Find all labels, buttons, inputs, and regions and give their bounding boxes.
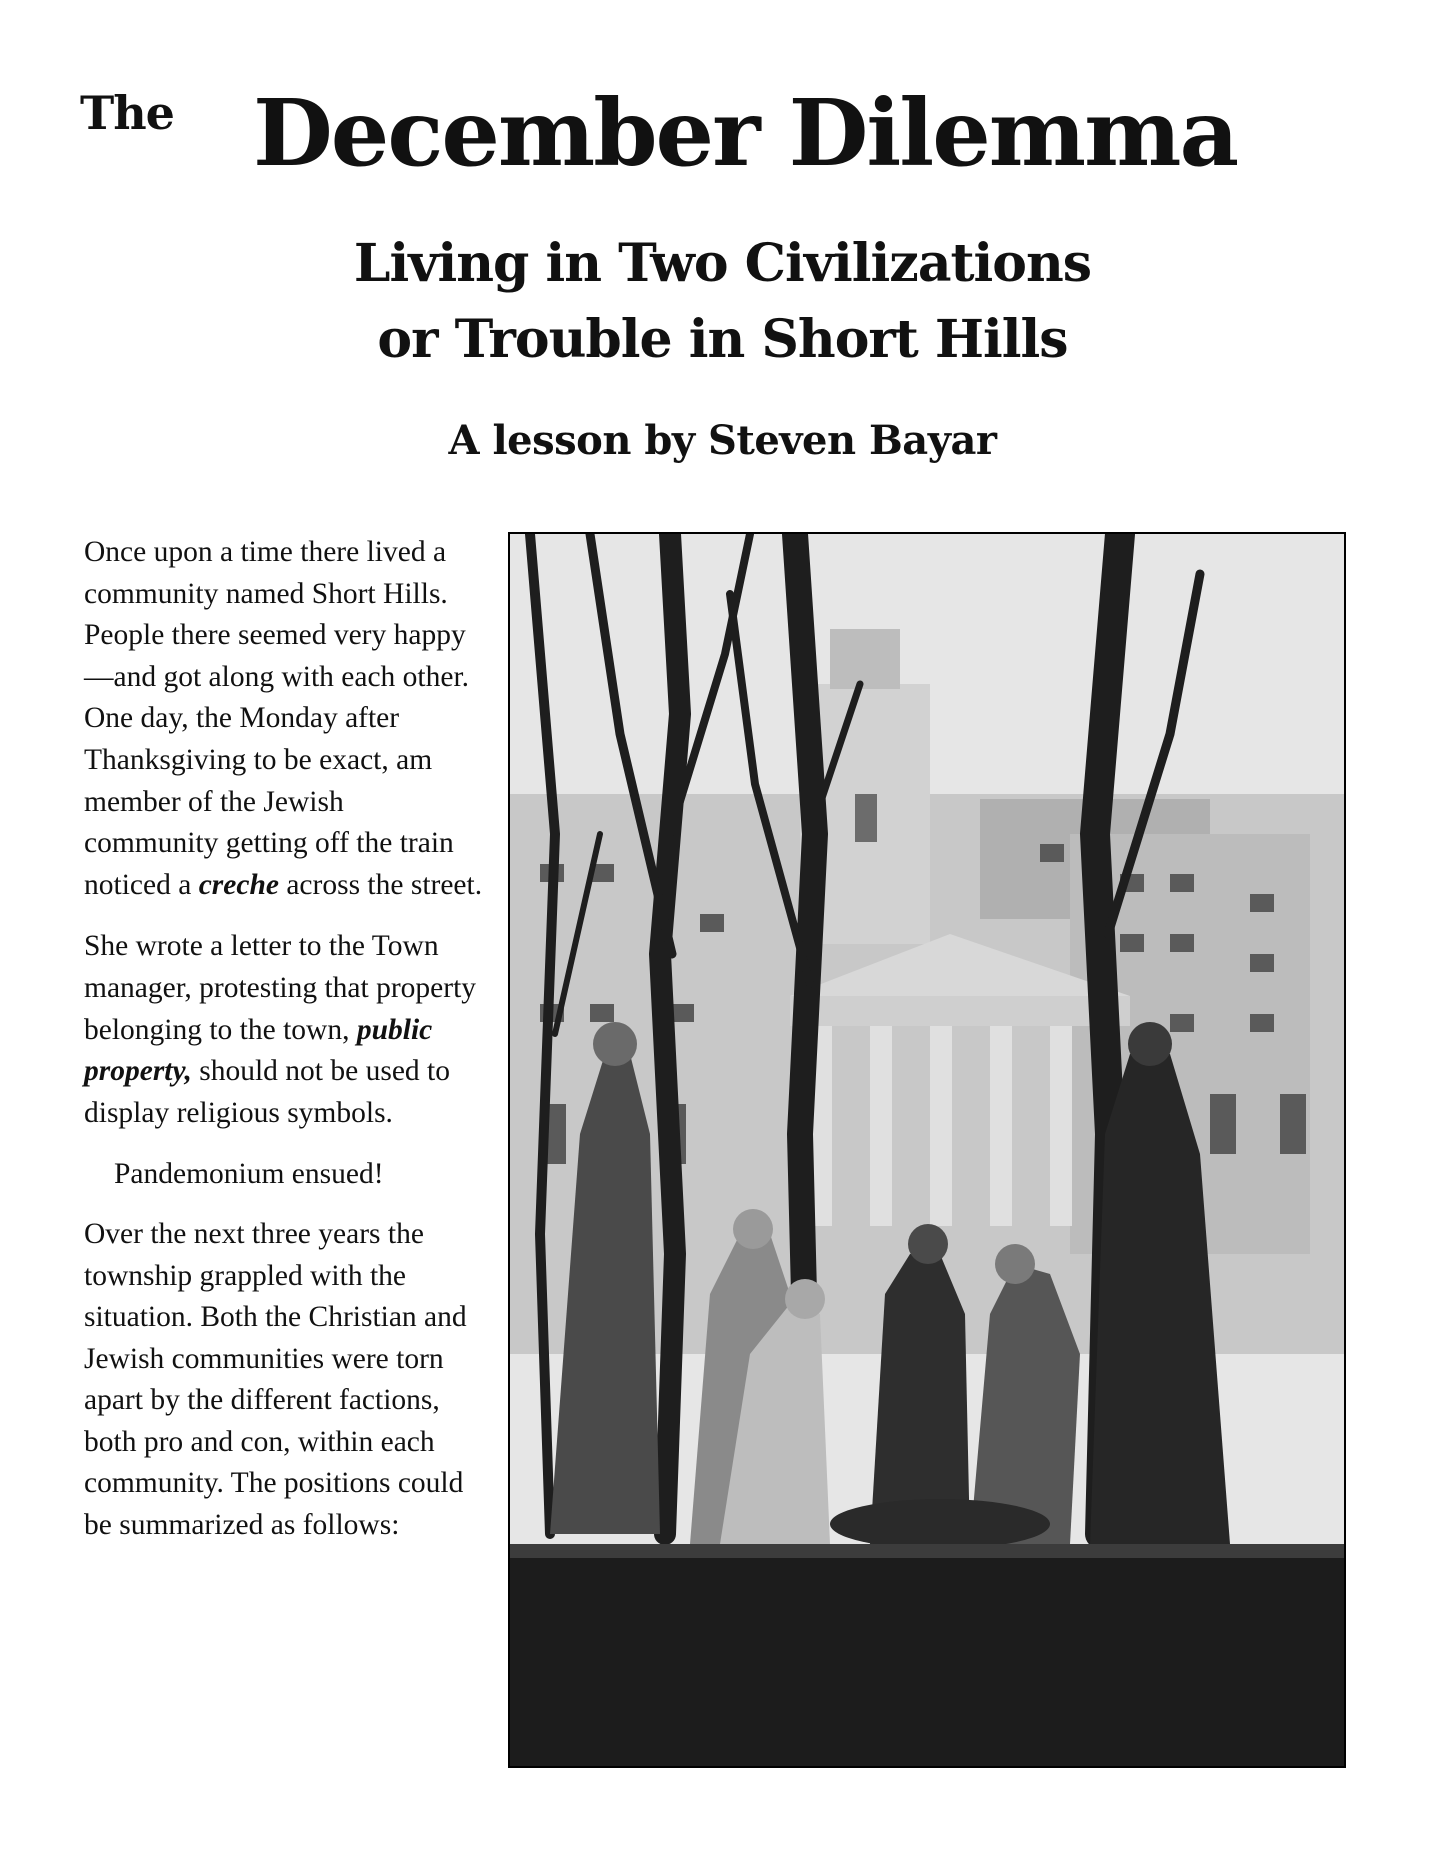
subtitle-line-1: Living in Two Civilizations — [353, 233, 1092, 294]
paragraph-1-text: Once upon a time there lived a community named Short Hills. People there seemed very happy—and got along with each other. One day, the Monday after Thanksgiving to be exact, am member of the Jewish community getting off the train noticed a — [84, 536, 470, 901]
page-title — [80, 78, 1380, 198]
nativity-scene-illustration — [510, 534, 1344, 1766]
column — [990, 1026, 1012, 1226]
byline: A lesson by Steven Bayar — [448, 417, 997, 464]
paragraph-1-emphasis: creche — [198, 868, 279, 901]
entablature — [790, 996, 1130, 1026]
tower-cupola — [830, 629, 900, 689]
paragraph-2-after: should not be used to display religious symbols. — [84, 1055, 450, 1129]
paragraph-2-before: She wrote a letter to the Town manager, protesting that property belonging to the town, — [84, 930, 477, 1046]
column — [870, 1026, 892, 1226]
platform — [510, 1554, 1344, 1766]
subtitle-line-2: or Trouble in Short Hills — [377, 309, 1068, 370]
column — [930, 1026, 952, 1226]
column — [1050, 1026, 1072, 1226]
paragraph-3: Pandemonium ensued! — [114, 1158, 384, 1191]
title-the: The — [80, 86, 174, 140]
paragraph-2-emphasis: public property, — [84, 1013, 433, 1088]
body-text-column — [84, 532, 484, 1567]
title-main: December Dilemma — [253, 79, 1238, 187]
paragraph-4: Over the next three years the township grappled with the situation. Both the Christian and Jewish communities were torn apart by the different factions, both pro and con, within each community. The positions could be summarized as follows: — [84, 1217, 467, 1542]
tower-window — [855, 794, 877, 842]
paragraph-1-after: across the street. — [278, 868, 483, 901]
nativity-photo — [508, 532, 1346, 1768]
paragraph-1 — [84, 532, 484, 906]
platform-edge — [510, 1544, 1344, 1558]
paragraph-2 — [84, 926, 484, 1134]
